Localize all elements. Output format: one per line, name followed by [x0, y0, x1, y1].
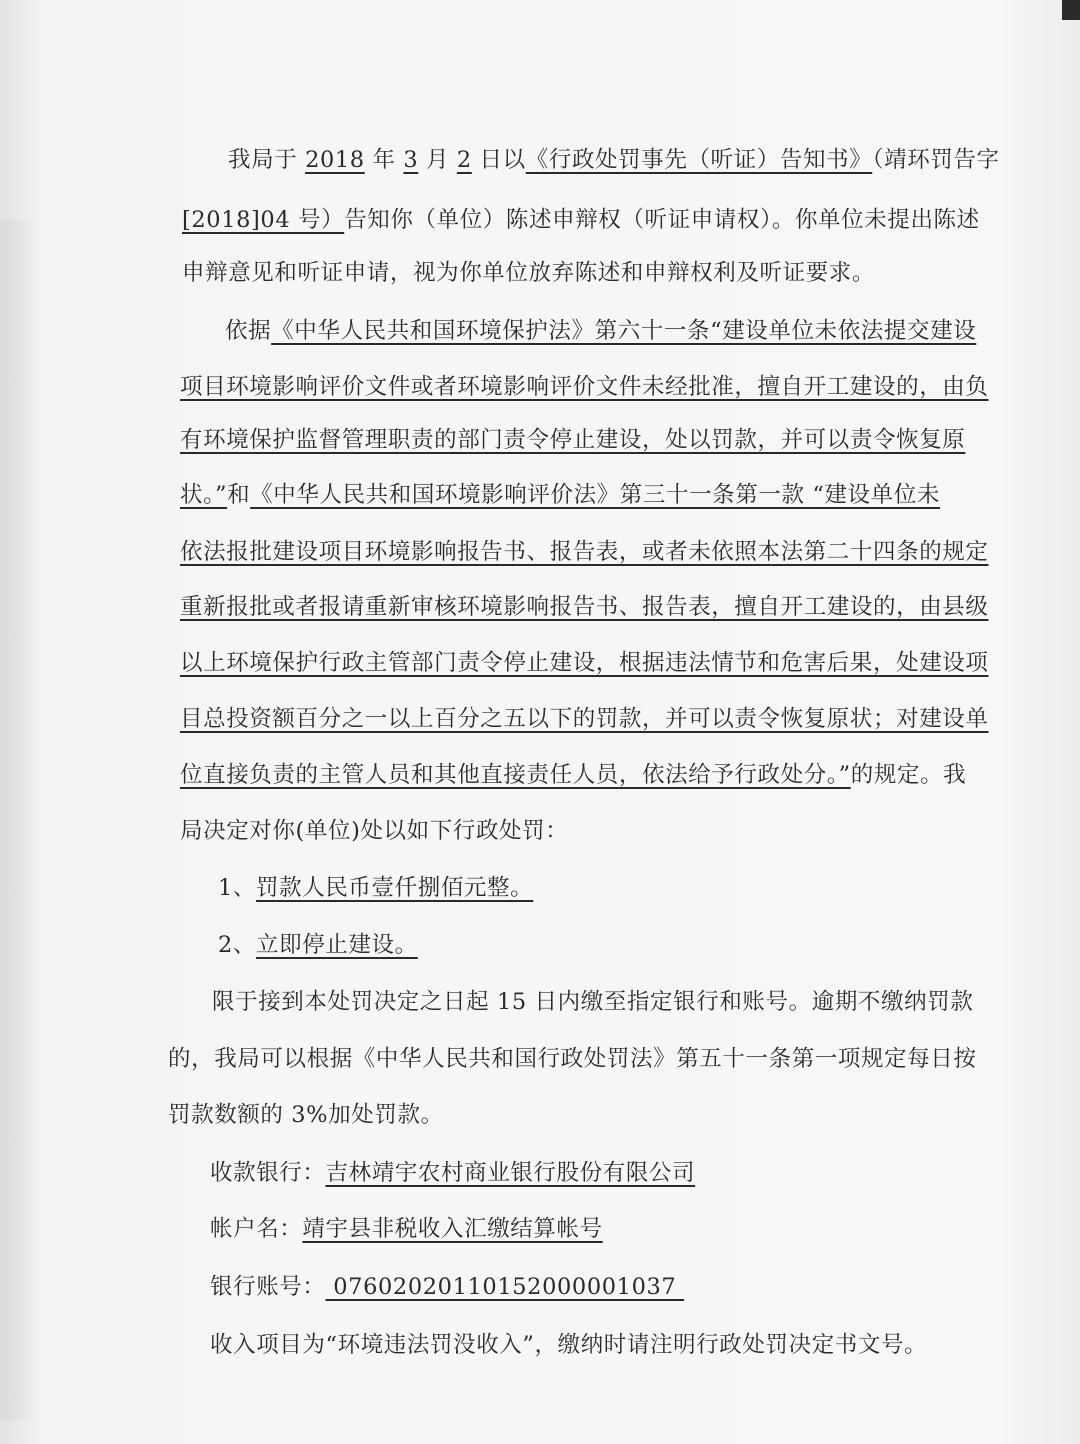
account-number-line [210, 1272, 684, 1302]
text: 的规定。我 [850, 762, 967, 788]
notice-year: 2018 [305, 147, 365, 173]
basis-line-7: 以上环境保护行政主管部门责令停止建设，根据违法情节和危害后果，处建设项 [180, 650, 989, 676]
penalty-text: 罚款人民币壹仟捌佰元整。 [256, 875, 534, 901]
penalty-number: 1、 [218, 875, 257, 901]
basis-line-6: 重新报批或者报请重新审核环境影响报告书、报告表，擅自开工建设的，由县级 [180, 594, 989, 620]
basis-line-9 [180, 760, 966, 790]
notice-day: 2 [456, 147, 472, 173]
account-name-label: 帐户名： [210, 1216, 303, 1242]
account-number-label: 银行账号： [210, 1274, 326, 1300]
payment-line-1: 限于接到本处罚决定之日起 15 日内缴至指定银行和账号。逾期不缴纳罚款 [212, 989, 974, 1015]
text: 和 [227, 482, 251, 508]
account-name-value: 靖宇县非税收入汇缴结算帐号 [302, 1216, 603, 1242]
account-number-value: 07602020110152000001037 [325, 1274, 685, 1300]
penalty-item-1 [218, 873, 533, 903]
notice-line-1 [228, 145, 1000, 175]
law-quote: 状。” [180, 482, 228, 508]
basis-line-3: 有环境保护监督管理职责的部门责令停止建设，处以罚款，并可以责令恢复原 [180, 427, 966, 453]
corner-mark [1062, 0, 1080, 20]
notice-line-3: 申辩意见和听证申请，视为你单位放弃陈述和申辩权利及听证要求。 [182, 260, 876, 286]
text: 我局于 [228, 147, 306, 173]
payment-line-2: 的，我局可以根据《中华人民共和国行政处罚法》第五十一条第一项规定每日按 [168, 1046, 977, 1072]
penalty-item-2 [218, 930, 418, 960]
text: 年 [364, 147, 404, 173]
basis-line-5: 依法报批建设项目环境影响报告书、报告表，或者未依照本法第二十四条的规定 [180, 539, 989, 565]
penalty-number: 2、 [218, 932, 257, 958]
basis-line-4 [180, 480, 940, 510]
bank-label: 收款银行： [210, 1160, 326, 1186]
penalty-text: 立即停止建设。 [256, 932, 418, 958]
notice-month: 3 [403, 147, 419, 173]
basis-line-1 [225, 316, 976, 346]
notice-line-2 [182, 205, 980, 235]
text: （靖环罚告字 [872, 147, 1000, 173]
paper-fold-shadow [0, 220, 38, 1420]
law-quote: 位直接负责的主管人员和其他直接责任人员，依法给予行政处分。” [180, 762, 851, 788]
bank-line [210, 1158, 695, 1188]
basis-line-2: 项目环境影响评价文件或者环境影响评价文件未经批准，擅自开工建设的，由负 [180, 374, 989, 400]
text: 月 [418, 147, 457, 173]
text: 日以 [471, 147, 526, 173]
notice-document-title: 《行政处罚事先（听证）告知书》 [525, 147, 873, 173]
notice-reference: [2018]04 号） [182, 207, 345, 233]
income-note-line: 收入项目为“环境违法罚没收入”，缴纳时请注明行政处罚决定书文号。 [210, 1332, 928, 1358]
basis-line-8: 目总投资额百分之一以上百分之五以下的罚款，并可以责令恢复原状；对建设单 [180, 706, 989, 732]
basis-line-10: 局决定对你(单位)处以如下行政处罚： [180, 818, 569, 844]
payment-line-3: 罚款数额的 3%加处罚款。 [168, 1102, 444, 1128]
law-quote: 《中华人民共和国环境影响评价法》第三十一条第一款 “建设单位未 [250, 482, 940, 508]
bank-value: 吉林靖宇农村商业银行股份有限公司 [325, 1160, 696, 1186]
text: 依据 [225, 318, 272, 344]
account-name-line [210, 1214, 603, 1244]
law-quote: 《中华人民共和国环境保护法》第六十一条“建设单位未依法提交建设 [271, 318, 977, 344]
text: 告知你（单位）陈述申辩权（听证申请权）。你单位未提出陈述 [344, 207, 980, 233]
